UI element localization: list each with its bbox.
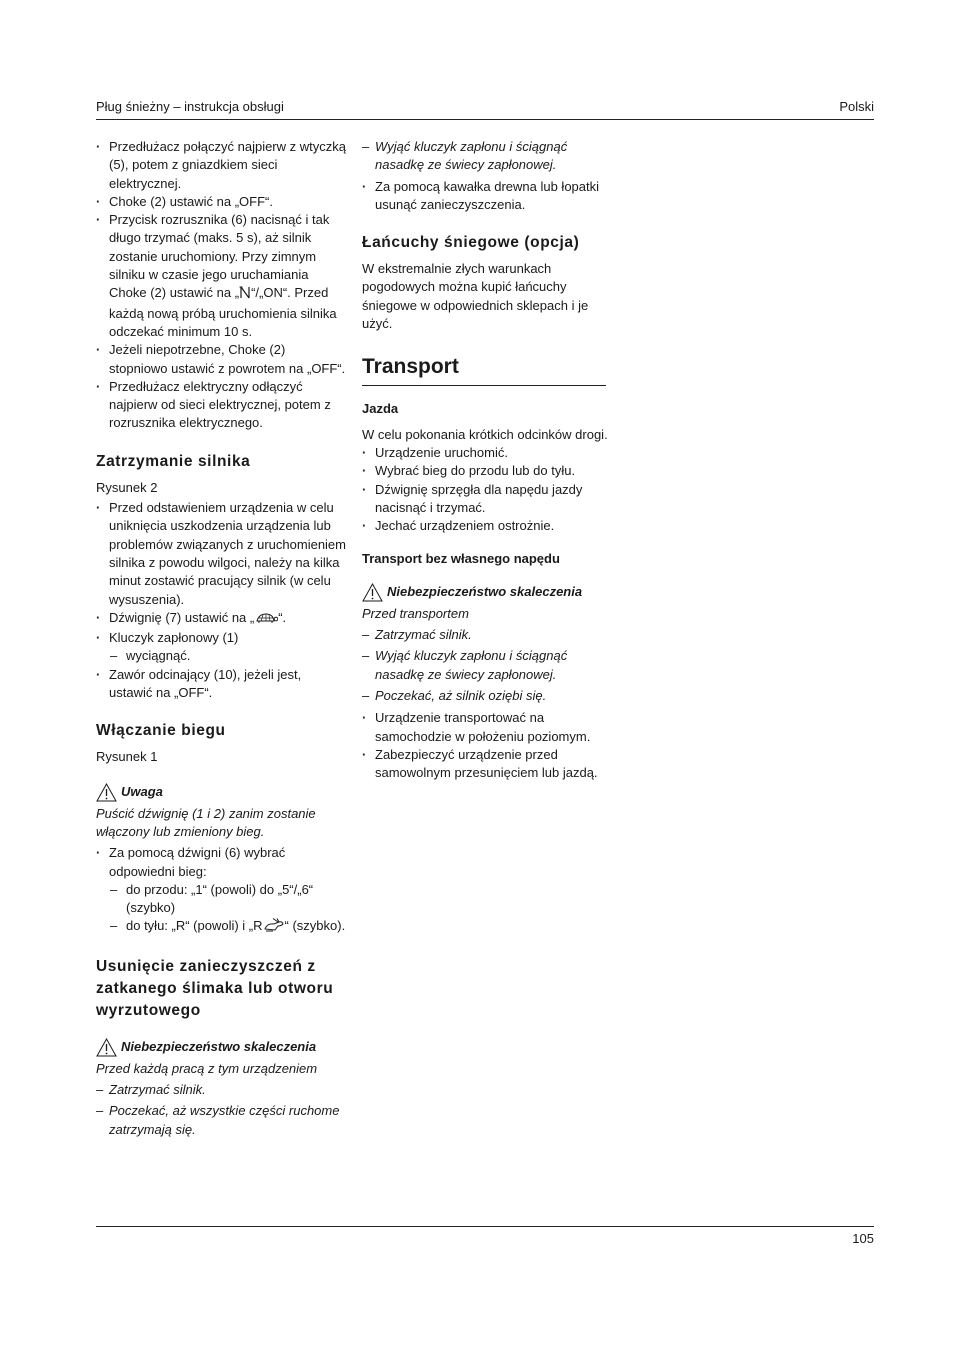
list-item: – Wyjąć kluczyk zapłonu i ściągnąć nasadkę ze świecy zapłonowej. [362,647,612,684]
list-item: – Poczekać, aż wszystkie części ruchome zatrzymają się. [96,1102,346,1139]
clean-continued-list [362,138,612,214]
list-item-text-cont: “. [278,609,287,625]
list-item: – Zatrzymać silnik. [362,626,612,644]
list-item: – Zatrzymać silnik. [96,1081,346,1099]
warning-title: Uwaga [121,784,163,800]
transport-bullet-list [362,709,612,782]
turtle-icon [254,611,278,629]
list-item: · Choke (2) ustawić na „OFF“. [96,193,346,211]
warning-text: Przed każdą pracą z tym urządzeniem [96,1060,318,1076]
header-language: Polski [839,99,874,114]
warning-triangle-icon [96,1038,117,1057]
list-subitem: – wyciągnąć. [96,647,346,665]
list-item: · Wybrać bieg do przodu lub do tyłu. [362,462,612,480]
warning-heading [362,583,612,602]
list-subitem: – do przodu: „1“ (powoli) do „5“/„6“ (szybko) [96,881,346,918]
list-item-text-cont: “/„ON“. Przed każdą nową próbą uruchomienia silnika odczekać minimum 10 s. [109,285,337,339]
list-subitem-text: do tyłu: „R“ (powoli) i „R [126,918,263,934]
list-item: · Przedłużacz połączyć najpierw z wtyczką (5), potem z gniazdkiem sieci elektrycznej. [96,138,346,193]
warning-heading [96,1038,346,1057]
list-item: · Dźwignię sprzęgła dla napędu jazdy nacisnąć i trzymać. [362,481,612,518]
list-item-text: Dźwignię (7) ustawić na „ [109,609,255,625]
list-item: – Poczekać, aż silnik oziębi się. [362,687,612,705]
subsection-title-no-drive: Transport bez własnego napędu [362,551,560,567]
list-item: · Zawór odcinający (10), jeżeli jest, ustawić na „OFF“. [96,666,346,703]
section-title-transport: Transport [362,353,606,386]
section-title-gear: Włączanie biegu [96,722,226,740]
list-item: · Urządzenie transportować na samochodzie w położeniu poziomym. [362,709,612,746]
header-rule [96,119,874,120]
list-item: · Jechać urządzeniem ostrożnie. [362,517,612,535]
section-title-clean: Usunięcie zanieczyszczeń z zatkanego ślimaka lub otworu wyrzutowego [96,957,334,1019]
right-column [362,138,612,782]
figure-ref: Rysunek 1 [96,749,158,765]
list-item: · Zabezpieczyć urządzenie przed samowolnym przesunięciem lub jazdą. [362,746,612,783]
warning-text: Przed transportem [362,605,469,621]
list-item: · Jeżeli niepotrzebne, Choke (2) stopniowo ustawić z powrotem na „OFF“. [96,341,346,378]
warning-heading [96,783,346,802]
list-item: · Kluczyk zapłonowy (1) [96,629,346,647]
list-item: · Urządzenie uruchomić. [362,444,612,462]
left-column [96,138,346,1139]
list-item [96,211,346,341]
list-item-text: Przycisk rozrusznika (6) nacisnąć i tak długo trzymać (maks. 5 s), aż silnik zostanie uruchomiony. Przy zimnym silniku w czasie jego uruchamiania Choke (2) ustawić na „ [109,212,330,301]
header-title: Pług śnieżny – instrukcja obsługi [96,99,284,114]
paragraph: W celu pokonania krótkich odcinków drogi. [362,426,608,442]
list-item: · Za pomocą kawałka drewna lub łopatki usunąć zanieczyszczenia. [362,178,612,215]
gear-list [96,844,346,937]
warning-title: Niebezpieczeństwo skaleczenia [121,1039,317,1055]
list-item [96,609,346,629]
warning-text: Puścić dźwignię (1 i 2) zanim zostanie włączony lub zmieniony bieg. [96,805,316,839]
figure-ref: Rysunek 2 [96,479,158,495]
start-list [96,138,346,433]
list-subitem-text-cont: “ (szybko). [284,918,346,934]
section-title-snow-chains: Łańcuchy śniegowe (opcja) [362,234,580,252]
section-title-stop-engine: Zatrzymanie silnika [96,452,251,470]
drive-list [362,444,612,535]
list-item: · Przed odstawieniem urządzenia w celu uniknięcia uszkodzenia urządzenia lub problemów związanych z uruchomieniem silnika z powodu wilgoci, należy na kilka minut zostawić pracujący silnik (w celu wysuszenia). [96,499,346,609]
list-item: · Za pomocą dźwigni (6) wybrać odpowiedni bieg: [96,844,346,881]
choke-icon [239,286,251,304]
list-subitem [96,917,346,937]
stop-list [96,499,346,702]
footer-rule [96,1226,874,1227]
list-item: · Przedłużacz elektryczny odłączyć najpierw od sieci elektrycznej, potem z rozrusznika elektrycznego. [96,378,346,433]
paragraph: W ekstremalnie złych warunkach pogodowych można kupić łańcuchy śniegowe w odpowiednich sklepach i je użyć. [362,261,589,332]
warning-title: Niebezpieczeństwo skaleczenia [387,584,583,600]
clean-dash-list [96,1081,346,1139]
transport-dash-list [362,626,612,705]
warning-triangle-icon [96,783,117,802]
hare-icon [263,918,285,937]
subsection-title-drive: Jazda [362,401,399,417]
warning-triangle-icon [362,583,383,602]
list-item: – Wyjąć kluczyk zapłonu i ściągnąć nasadkę ze świecy zapłonowej. [362,138,612,175]
page-number: 105 [852,1231,874,1246]
